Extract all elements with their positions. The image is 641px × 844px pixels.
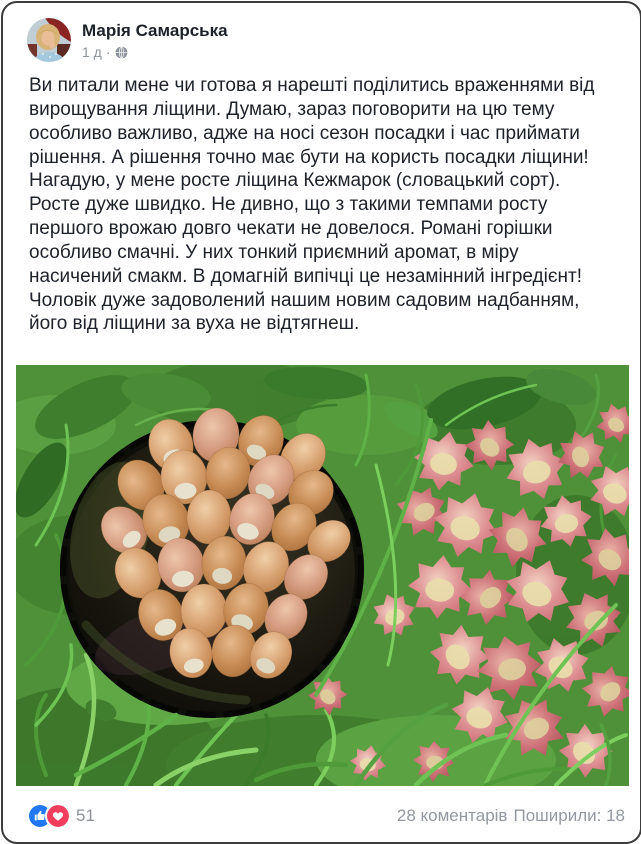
avatar-image <box>27 18 71 62</box>
post-header <box>3 3 640 62</box>
shares-count[interactable]: Поширили: 18 <box>513 806 625 825</box>
reaction-count: 51 <box>76 806 95 825</box>
post-photo[interactable] <box>16 365 629 786</box>
love-icon <box>47 805 69 827</box>
timestamp[interactable]: 1 д <box>82 44 102 60</box>
comments-count[interactable]: 28 коментарів <box>396 806 508 825</box>
reactions[interactable] <box>29 805 95 827</box>
globe-icon <box>115 46 128 59</box>
author-name[interactable]: Марія Самарська <box>82 21 228 40</box>
facebook-post-card <box>1 1 641 844</box>
post-meta <box>82 44 228 60</box>
hazelnut-photo-illustration <box>16 365 629 786</box>
meta-dot: · <box>105 44 111 60</box>
post-text: Ви питали мене чи готова я нарешті поділитись враженнями від вирощування ліщини. Думаю, зараз поговорити на цю тему особливо важливо, адже на носі сезон посадки і час приймати рішення. А рішення точно має бути на користь посадки ліщини! Нагадую, у мене росте ліщина Кежмарок (словацький сорт). Росте дуже швидко. Не дивно, що з такими темпами росту першого врожаю довго чекати не довелося. Романі горішки особливо смачні. У них тонкий приємний аромат, в міру насичений смакм. В домагній випічці це незамінний інгредієнт! Чоловік дуже задоволений нашим новим садовим надбанням, його від ліщини за вуха не відтягнеш. <box>29 75 595 335</box>
post-footer <box>3 799 640 833</box>
avatar[interactable] <box>27 18 71 62</box>
